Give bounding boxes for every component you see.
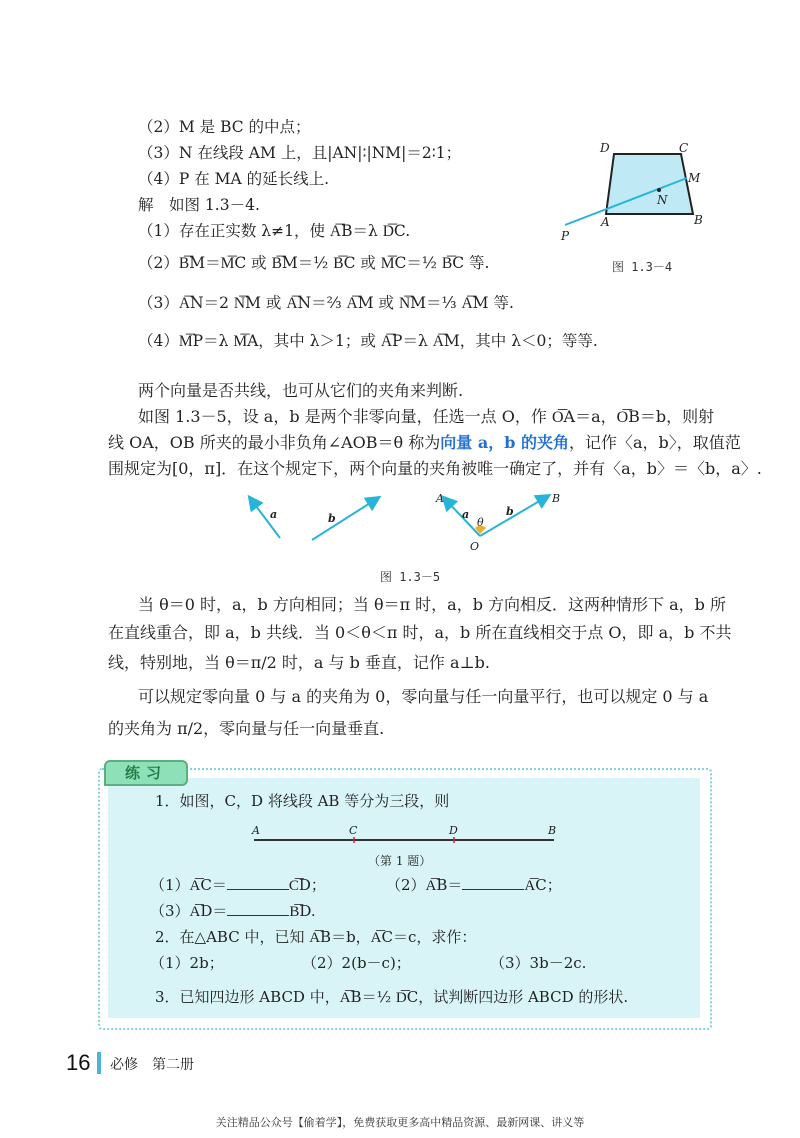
question-2: 2．在△ABC 中，已知 A͞B＝b，A͞C＝c，求作： bbox=[155, 928, 477, 946]
label-b: b bbox=[328, 512, 336, 525]
question-1: 1．如图，C，D 将线段 AB 等分为三段，则 bbox=[155, 792, 450, 810]
q-text: （3）A͞D＝ bbox=[150, 902, 228, 920]
watermark: 关注精品公众号【偷着学】，免费获取更多高中精品资源、最新网课、讲义等 bbox=[215, 1116, 585, 1129]
label-A: A bbox=[436, 492, 444, 505]
figure-caption: （第 1 题） bbox=[368, 854, 432, 868]
page-number: 16 bbox=[66, 1050, 91, 1075]
label-a: A bbox=[601, 215, 610, 229]
figure-caption: 图 1.3－4 bbox=[612, 260, 673, 274]
text-line: （2）B͞M＝M͞C 或 B͞M＝½ B͞C 或 M͞C＝½ B͞C 等. bbox=[138, 254, 490, 272]
label-a: a bbox=[270, 508, 278, 521]
question-2-1: （1）2b； bbox=[150, 954, 224, 972]
q-text: （2）A͞B＝ bbox=[386, 876, 463, 894]
paragraph: 线，特别地，当 θ＝π/2 时，a 与 b 垂直，记作 a⊥b. bbox=[108, 653, 490, 672]
exercise-panel bbox=[108, 778, 700, 1018]
answer-blank[interactable] bbox=[227, 901, 289, 916]
answer-blank[interactable] bbox=[227, 875, 289, 890]
paragraph: 在直线重合，即 a，b 共线．当 0＜θ＜π 时，a，b 所在直线相交于点 O，即 a，b 不共 bbox=[108, 623, 732, 642]
label-A: A bbox=[252, 824, 260, 837]
answer-blank[interactable] bbox=[462, 875, 524, 890]
paragraph bbox=[108, 432, 741, 454]
q-text: A͞C； bbox=[524, 876, 562, 894]
label-B: B bbox=[548, 824, 557, 837]
label-B: B bbox=[552, 492, 561, 505]
paragraph: 的夹角为 π/2，零向量与任一向量垂直. bbox=[108, 719, 385, 738]
vector-ob bbox=[480, 496, 548, 536]
book-title: 必修 第二册 bbox=[110, 1057, 194, 1073]
figure-caption: 图 1.3－5 bbox=[380, 570, 441, 584]
question-2-3: （3）3b－2c. bbox=[490, 954, 587, 972]
paragraph: 可以规定零向量 0 与 a 的夹角为 0，零向量与任一向量平行，也可以规定 0 与 a bbox=[138, 687, 709, 706]
label-D: D bbox=[449, 824, 458, 837]
question-1-3 bbox=[150, 900, 316, 922]
paragraph: 如图 1.3－5，设 a，b 是两个非零向量，任选一点 O，作 O͞A＝a，O͞B＝b，则射 bbox=[138, 407, 715, 426]
label-C: C bbox=[349, 824, 358, 837]
text-line: （4）M͞P＝λ M͞A，其中 λ＞1；或 A͞P＝λ A͞M，其中 λ＜0；等等. bbox=[138, 332, 598, 350]
vector-b bbox=[312, 498, 378, 540]
segment-figure bbox=[248, 822, 560, 846]
question-2-2: （2）2(b－c)； bbox=[302, 954, 411, 972]
defined-term: 向量 a，b 的夹角 bbox=[440, 433, 569, 452]
footer-divider bbox=[97, 1052, 101, 1074]
figure-1-3-5 bbox=[230, 488, 590, 556]
label-d: D bbox=[600, 141, 610, 155]
question-1-1 bbox=[150, 874, 326, 896]
paragraph: 两个向量是否共线，也可从它们的夹角来判断. bbox=[138, 381, 464, 400]
q-text: B͞D. bbox=[289, 902, 316, 920]
q-text: （1）A͞C＝ bbox=[150, 876, 227, 894]
label-b: b bbox=[506, 505, 514, 518]
label-m: M bbox=[688, 171, 701, 185]
figure-1-3-4 bbox=[555, 130, 715, 250]
text-line: （3）N 在线段 AM 上，且|AN|∶|NM|＝2∶1； bbox=[138, 144, 462, 162]
exercise-title: 练习 bbox=[124, 764, 167, 782]
question-3: 3．已知四边形 ABCD 中，A͞B＝½ D͞C，试判断四边形 ABCD 的形状. bbox=[155, 988, 629, 1006]
paragraph: 围规定为[0，π]．在这个规定下，两个向量的夹角被唯一确定了，并有〈a，b〉＝〈b，a〉. bbox=[108, 459, 762, 478]
label-a: a bbox=[462, 508, 470, 521]
question-1-2 bbox=[386, 874, 562, 896]
label-theta: θ bbox=[477, 516, 484, 529]
text-line: （3）A͞N＝2 N͞M 或 A͞N＝⅔ A͞M 或 N͞M＝⅓ A͞M 等. bbox=[138, 294, 514, 312]
label-O: O bbox=[470, 540, 480, 553]
text-line: （1）存在正实数 λ≠1，使 A͞B＝λ D͞C. bbox=[138, 222, 411, 240]
label-c: C bbox=[679, 141, 689, 155]
label-p: P bbox=[561, 229, 570, 243]
paragraph: 当 θ＝0 时，a，b 方向相同；当 θ＝π 时，a，b 方向相反．这两种情形下 a，b 所 bbox=[138, 595, 726, 614]
paragraph-text: ，记作〈a，b〉，取值范 bbox=[568, 433, 741, 452]
point-n bbox=[657, 188, 661, 192]
text-line: （2）M 是 BC 的中点； bbox=[138, 118, 311, 136]
exercise-tab bbox=[104, 760, 188, 786]
paragraph-text: 线 OA，OB 所夹的最小非负角∠AOB＝θ 称为 bbox=[108, 433, 441, 452]
q-text: C͞D； bbox=[288, 876, 326, 894]
label-n: N bbox=[657, 193, 668, 207]
label-b: B bbox=[694, 213, 703, 227]
text-line: 解 如图 1.3－4. bbox=[138, 196, 260, 214]
text-line: （4）P 在 MA 的延长线上. bbox=[138, 170, 330, 188]
